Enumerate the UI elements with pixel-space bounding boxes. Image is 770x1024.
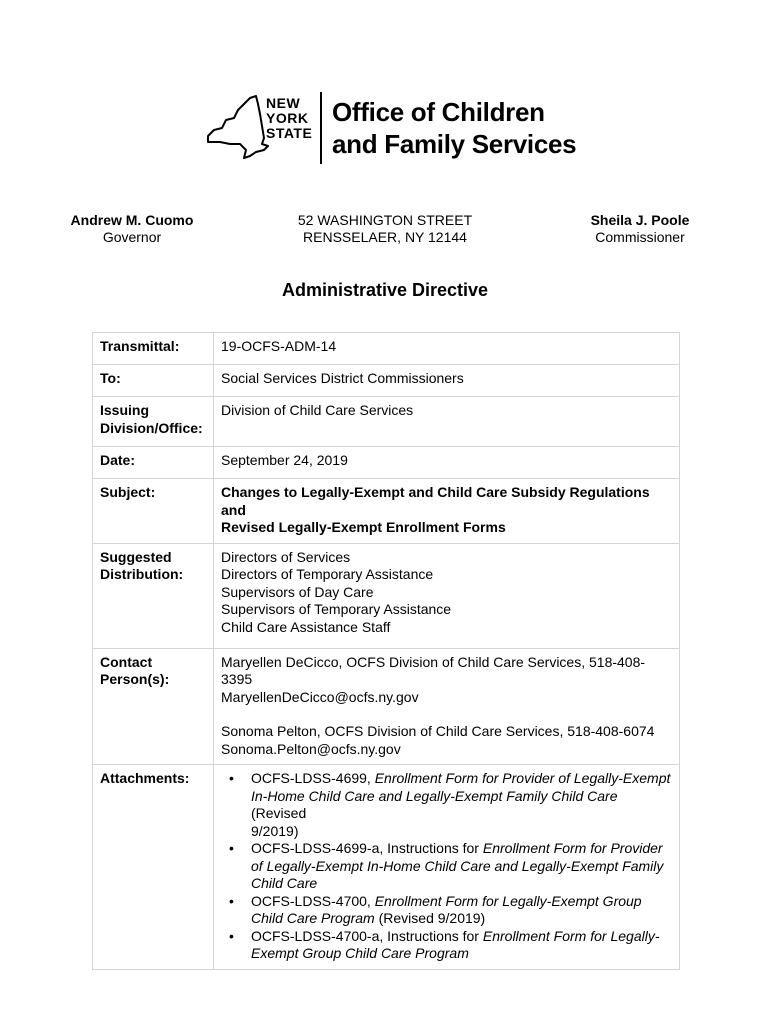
date-label: Date: [93, 447, 214, 479]
to-label: To: [93, 365, 214, 397]
attachment-1-code: OCFS-LDSS-4699, [251, 770, 375, 786]
contact-1-details: Maryellen DeCicco, OCFS Division of Child Care Services, 518-408-3395 [221, 653, 646, 687]
attachment-1-title-2: In-Home Child Care and Legally-Exempt Family Child Care [251, 787, 618, 804]
contact-list [214, 648, 680, 765]
address-block [250, 212, 520, 246]
distribution-label [93, 543, 214, 648]
attachment-3-revised: (Revised 9/2019) [374, 910, 486, 926]
list-item: Supervisors of Temporary Assistance [221, 601, 452, 617]
subject-line-1: Changes to Legally-Exempt and Child Care Subsidy Regulations and [221, 484, 650, 518]
attachment-1-revised: (Revised [251, 805, 307, 821]
agency-logo [200, 92, 580, 170]
table-row [93, 397, 680, 447]
attachment-3-code: OCFS-LDSS-4700, [251, 892, 375, 909]
attachment-item [251, 928, 672, 963]
table-row [93, 365, 680, 397]
table-row [93, 765, 680, 970]
table-row [93, 648, 680, 765]
table-row [93, 333, 680, 365]
agency-name [332, 96, 576, 160]
issuing-label-line-2: Division/Office: [100, 419, 203, 436]
subject-line-2: Revised Legally-Exempt Enrollment Forms [221, 519, 506, 535]
issuing-label [93, 397, 214, 447]
attachment-1-title-1: Enrollment Form for Provider of Legally-Exempt [374, 770, 671, 786]
commissioner-name: Sheila J. Poole [590, 212, 690, 228]
issuing-label-line-1: Issuing [100, 402, 150, 418]
distribution-label-line-2: Distribution: [100, 566, 184, 582]
contact-2-details: Sonoma Pelton, OCFS Division of Child Care Services, 518-408-6074 [221, 723, 655, 739]
state-line-2: YORK [266, 110, 309, 126]
document-title: Administrative Directive [281, 280, 489, 300]
date-value: September 24, 2019 [214, 447, 680, 479]
state-line-3: STATE [266, 125, 313, 141]
commissioner-block [585, 212, 695, 246]
attachment-4-code: OCFS-LDSS-4700-a, Instructions for [251, 927, 483, 944]
commissioner-title: Commissioner [595, 229, 685, 245]
list-item: Directors of Temporary Assistance [221, 566, 434, 582]
contact-2-email: Sonoma.Pelton@ocfs.ny.gov [221, 740, 401, 757]
attachment-2-title-2: of Legally-Exempt In-Home Child Care and Legally-Exempt Family [251, 857, 664, 874]
logo-divider [320, 92, 322, 164]
governor-name: Andrew M. Cuomo [70, 212, 194, 228]
new-york-state-map-icon [200, 92, 270, 164]
attachments-list [214, 765, 680, 970]
directive-info-table [92, 332, 680, 970]
state-wordmark [266, 96, 312, 141]
list-item: Child Care Assistance Staff [221, 618, 391, 635]
subject-label: Subject: [93, 479, 214, 544]
transmittal-label: Transmittal: [93, 333, 214, 365]
attachment-2-code: OCFS-LDSS-4699-a, Instructions for [251, 840, 483, 856]
subject-value [214, 479, 680, 544]
attachment-2-title-3: Child Care [251, 875, 318, 891]
table-row [93, 447, 680, 479]
governor-title: Governor [102, 229, 162, 245]
attachment-4-title-2: Exempt Group Child Care Program [251, 945, 469, 961]
address-city: RENSSELAER, NY 12144 [303, 229, 467, 245]
transmittal-value: 19-OCFS-ADM-14 [214, 333, 680, 365]
table-row [93, 543, 680, 648]
attachment-item [251, 840, 672, 893]
contact-label [93, 648, 214, 765]
governor-block [62, 212, 202, 246]
attachment-1-date: 9/2019) [251, 822, 299, 839]
attachment-3-title-1: Enrollment Form for Legally-Exempt Group [374, 892, 642, 909]
attachment-3-title-2: Child Care Program [251, 910, 375, 926]
contact-label-line-1: Contact [100, 653, 153, 670]
distribution-label-line-1: Suggested [100, 548, 172, 565]
contact-1-email: MaryellenDeCicco@ocfs.ny.gov [221, 688, 419, 705]
list-item: Supervisors of Day Care [221, 583, 374, 600]
contact-label-line-2: Person(s): [100, 671, 170, 687]
agency-name-line-2: and Family Services [332, 129, 577, 159]
distribution-list [214, 543, 680, 648]
to-value: Social Services District Commissioners [214, 365, 680, 397]
table-row [93, 479, 680, 544]
attachment-item [251, 893, 672, 928]
agency-name-line-1: Office of Children [332, 97, 545, 127]
address-street: 52 WASHINGTON STREET [297, 212, 473, 228]
issuing-value: Division of Child Care Services [214, 397, 680, 447]
attachment-2-title-1: Enrollment Form for Provider [482, 840, 663, 856]
list-item: Directors of Services [221, 548, 351, 565]
attachments-label: Attachments: [93, 765, 214, 970]
state-line-1: NEW [266, 95, 301, 111]
attachment-4-title-1: Enrollment Form for Legally- [482, 927, 660, 944]
attachment-item [251, 770, 672, 840]
